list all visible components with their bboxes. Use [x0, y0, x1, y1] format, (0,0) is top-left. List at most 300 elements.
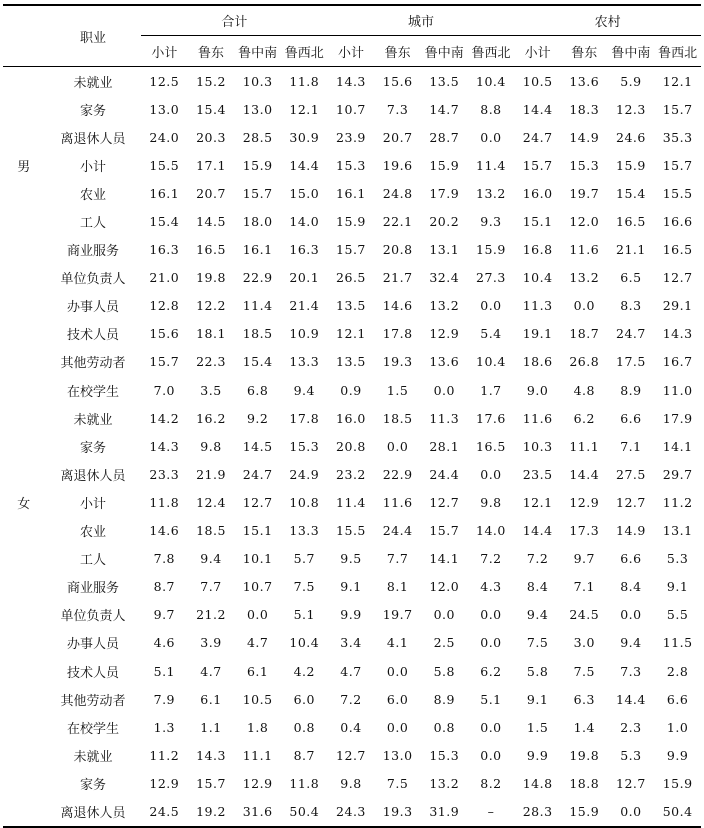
value-cell: 15.9 — [242, 157, 273, 173]
value-cell: 5.1 — [480, 691, 502, 707]
value-cell: 15.7 — [196, 775, 226, 791]
gender-label — [3, 123, 45, 151]
value-cell: 8.7 — [153, 579, 176, 595]
value-cell: 14.2 — [149, 410, 180, 426]
value-cell: 24.7 — [616, 326, 646, 342]
value-cell: 28.7 — [429, 129, 460, 145]
value-cell: 16.5 — [616, 214, 646, 230]
occupation-cell: 技术人员 — [66, 665, 119, 681]
value-cell: 18.5 — [242, 326, 273, 342]
gender-label — [3, 797, 45, 826]
value-cell: 14.4 — [522, 101, 553, 117]
header-gender-blank — [3, 5, 45, 67]
value-cell: 13.1 — [662, 523, 693, 539]
value-cell: 15.7 — [336, 242, 366, 258]
subheader: 小计 — [328, 36, 375, 67]
value-cell: 9.8 — [480, 494, 502, 510]
value-cell: 21.7 — [382, 270, 413, 286]
value-cell: – — [468, 797, 515, 826]
value-cell: 12.9 — [429, 326, 460, 342]
value-cell: 6.6 — [620, 551, 642, 567]
value-cell: 7.0 — [153, 382, 176, 398]
occupation-cell: 工人 — [79, 553, 106, 569]
value-cell: 11.2 — [662, 494, 693, 510]
value-cell: 15.3 — [289, 438, 320, 454]
value-cell: 7.3 — [386, 101, 409, 117]
value-cell: 4.7 — [246, 635, 269, 651]
value-cell: 19.3 — [382, 354, 413, 370]
value-cell: 13.2 — [429, 298, 460, 314]
gender-label — [3, 685, 45, 713]
table-row — [3, 432, 701, 460]
value-cell: 6.5 — [620, 270, 642, 286]
value-cell: 20.7 — [196, 185, 226, 201]
value-cell: 14.4 — [289, 157, 320, 173]
gender-label — [3, 95, 45, 123]
table-row — [3, 348, 701, 376]
value-cell: 6.2 — [573, 410, 595, 426]
value-cell: 9.5 — [340, 551, 362, 567]
value-cell: 15.7 — [242, 185, 273, 201]
value-cell: 12.1 — [662, 73, 693, 89]
value-cell: 0.0 — [386, 663, 409, 679]
header-group-rural: 农村 — [514, 5, 701, 36]
value-cell: 4.7 — [200, 663, 222, 679]
value-cell: 12.9 — [242, 775, 273, 791]
value-cell: 7.9 — [153, 691, 176, 707]
value-cell: 7.5 — [526, 635, 549, 651]
value-cell: 6.1 — [200, 691, 222, 707]
table-row — [3, 236, 701, 264]
subheader: 鲁西北 — [281, 36, 328, 67]
value-cell: 12.1 — [336, 326, 366, 342]
value-cell: 13.3 — [289, 354, 320, 370]
value-cell: 20.1 — [289, 270, 320, 286]
value-cell: 17.3 — [569, 523, 600, 539]
subheader: 小计 — [514, 36, 561, 67]
table-row — [3, 488, 701, 516]
value-cell: 10.3 — [522, 438, 553, 454]
value-cell: 8.4 — [526, 579, 549, 595]
value-cell: 9.4 — [526, 607, 549, 623]
value-cell: 3.9 — [200, 635, 222, 651]
value-cell: 17.1 — [196, 157, 226, 173]
value-cell: 22.1 — [382, 214, 413, 230]
gender-label — [3, 517, 45, 545]
value-cell: 12.7 — [429, 494, 460, 510]
value-cell: 14.4 — [569, 466, 600, 482]
value-cell: 10.1 — [242, 551, 273, 567]
table-row — [3, 573, 701, 601]
subheader: 鲁西北 — [654, 36, 701, 67]
value-cell: 9.1 — [666, 579, 689, 595]
subheader: 鲁东 — [188, 36, 235, 67]
value-cell: 5.7 — [293, 551, 315, 567]
table-row — [3, 769, 701, 797]
value-cell: 6.6 — [620, 410, 642, 426]
value-cell: 30.9 — [289, 129, 320, 145]
value-cell: 5.8 — [433, 663, 455, 679]
value-cell: 15.4 — [616, 185, 646, 201]
value-cell: 7.5 — [386, 775, 409, 791]
table-row — [3, 657, 701, 685]
value-cell: 12.1 — [522, 494, 553, 510]
table-row — [3, 95, 701, 123]
value-cell: 11.3 — [429, 410, 460, 426]
value-cell: 6.6 — [666, 691, 689, 707]
value-cell: 13.2 — [476, 185, 506, 201]
value-cell: 15.7 — [662, 101, 693, 117]
value-cell: 15.6 — [149, 326, 180, 342]
value-cell: 11.1 — [569, 438, 600, 454]
gender-label — [3, 657, 45, 685]
value-cell: 19.2 — [188, 797, 235, 826]
value-cell: 15.3 — [336, 157, 366, 173]
value-cell: 23.2 — [336, 466, 366, 482]
value-cell: 24.4 — [382, 523, 413, 539]
occupation-cell: 办事人员 — [66, 300, 119, 316]
value-cell: 8.1 — [386, 579, 409, 595]
subheader: 鲁中南 — [421, 36, 468, 67]
subheader: 鲁中南 — [608, 36, 655, 67]
value-cell: 14.3 — [149, 438, 180, 454]
value-cell: 0.4 — [340, 719, 362, 735]
gender-label — [3, 236, 45, 264]
value-cell: 1.0 — [666, 719, 689, 735]
value-cell: 17.9 — [662, 410, 693, 426]
value-cell: 31.6 — [234, 797, 281, 826]
value-cell: 16.0 — [522, 185, 553, 201]
value-cell: 35.3 — [662, 129, 693, 145]
gender-label — [3, 320, 45, 348]
value-cell: 22.9 — [382, 466, 413, 482]
value-cell: 28.1 — [429, 438, 460, 454]
value-cell: 3.4 — [340, 635, 362, 651]
header-occupation: 职业 — [45, 5, 141, 67]
value-cell: 20.8 — [382, 242, 413, 258]
value-cell: 17.8 — [382, 326, 413, 342]
value-cell: 5.5 — [666, 607, 689, 623]
value-cell: 0.0 — [433, 382, 455, 398]
value-cell: 9.9 — [666, 747, 689, 763]
value-cell: 11.6 — [382, 494, 413, 510]
value-cell: 23.9 — [336, 129, 366, 145]
value-cell: 9.2 — [246, 410, 269, 426]
value-cell: 23.5 — [522, 466, 553, 482]
gender-label — [3, 769, 45, 797]
value-cell: 24.7 — [242, 466, 273, 482]
value-cell: 24.5 — [569, 607, 600, 623]
value-cell: 0.0 — [480, 607, 502, 623]
value-cell: 7.3 — [620, 663, 642, 679]
gender-label — [3, 629, 45, 657]
value-cell: 0.0 — [246, 607, 269, 623]
value-cell: 15.5 — [662, 185, 693, 201]
value-cell: 27.3 — [476, 270, 506, 286]
gender-label: 男 — [17, 159, 31, 175]
value-cell: 24.3 — [328, 797, 375, 826]
value-cell: 0.0 — [433, 607, 455, 623]
value-cell: 9.3 — [480, 214, 502, 230]
value-cell: 18.1 — [196, 326, 226, 342]
value-cell: 0.0 — [608, 797, 655, 826]
value-cell: 11.4 — [336, 494, 366, 510]
value-cell: 13.5 — [429, 73, 460, 89]
value-cell: 7.1 — [573, 579, 595, 595]
value-cell: 0.8 — [433, 719, 455, 735]
table-row — [3, 741, 701, 769]
table-row — [3, 264, 701, 292]
value-cell: 4.1 — [386, 635, 409, 651]
value-cell: 13.2 — [569, 270, 600, 286]
value-cell: 15.3 — [429, 747, 460, 763]
value-cell: 9.4 — [200, 551, 222, 567]
value-cell: 7.2 — [480, 551, 502, 567]
occupation-cell: 农业 — [79, 525, 106, 541]
value-cell: 7.5 — [293, 579, 315, 595]
value-cell: 24.9 — [289, 466, 320, 482]
value-cell: 29.7 — [662, 466, 693, 482]
value-cell: 12.4 — [196, 494, 226, 510]
value-cell: 21.4 — [289, 298, 320, 314]
gender-label — [3, 404, 45, 432]
value-cell: 0.0 — [573, 298, 595, 314]
table-row — [3, 685, 701, 713]
value-cell: 4.8 — [573, 382, 595, 398]
value-cell: 14.8 — [522, 775, 553, 791]
value-cell: 1.7 — [480, 382, 502, 398]
occupation-cell: 商业服务 — [66, 244, 119, 260]
value-cell: 9.9 — [526, 747, 549, 763]
value-cell: 15.0 — [289, 185, 320, 201]
value-cell: 1.5 — [526, 719, 549, 735]
value-cell: 6.2 — [480, 663, 502, 679]
value-cell: 20.3 — [196, 129, 226, 145]
value-cell: 15.7 — [522, 157, 553, 173]
value-cell: 10.7 — [242, 579, 273, 595]
value-cell: 8.8 — [480, 101, 502, 117]
value-cell: 13.1 — [429, 242, 460, 258]
value-cell: 8.2 — [480, 775, 502, 791]
value-cell: 9.1 — [526, 691, 549, 707]
value-cell: 9.8 — [200, 438, 222, 454]
value-cell: 19.8 — [569, 747, 600, 763]
value-cell: 6.0 — [293, 691, 315, 707]
gender-label — [3, 713, 45, 741]
value-cell: 28.3 — [514, 797, 561, 826]
value-cell: 24.6 — [616, 129, 646, 145]
value-cell: 8.9 — [433, 691, 455, 707]
occupation-cell: 离退休人员 — [60, 468, 126, 484]
value-cell: 11.3 — [522, 298, 553, 314]
value-cell: 20.2 — [429, 214, 460, 230]
value-cell: 15.2 — [196, 73, 226, 89]
value-cell: 22.9 — [242, 270, 273, 286]
value-cell: 2.8 — [666, 663, 689, 679]
value-cell: 17.8 — [289, 410, 320, 426]
gender-label — [3, 545, 45, 573]
table-row — [3, 151, 701, 179]
table-row — [3, 179, 701, 207]
value-cell: 17.9 — [429, 185, 460, 201]
occupation-cell: 在校学生 — [66, 384, 119, 400]
value-cell: 14.6 — [382, 298, 413, 314]
occupation-cell: 未就业 — [73, 412, 113, 428]
occupation-cell: 家务 — [79, 777, 106, 793]
value-cell: 19.7 — [382, 607, 413, 623]
value-cell: 9.4 — [620, 635, 642, 651]
value-cell: 9.0 — [526, 382, 549, 398]
value-cell: 0.0 — [480, 466, 502, 482]
value-cell: 2.5 — [433, 635, 455, 651]
value-cell: 1.3 — [153, 719, 176, 735]
value-cell: 1.4 — [573, 719, 595, 735]
value-cell: 15.4 — [149, 214, 180, 230]
value-cell: 0.0 — [480, 719, 502, 735]
value-cell: 10.4 — [289, 635, 320, 651]
value-cell: 9.8 — [340, 775, 362, 791]
value-cell: 0.8 — [293, 719, 315, 735]
value-cell: 14.7 — [429, 101, 460, 117]
value-cell: 16.7 — [662, 354, 693, 370]
value-cell: 17.5 — [616, 354, 646, 370]
table-header — [3, 5, 701, 67]
value-cell: 12.7 — [336, 747, 366, 763]
value-cell: 2.3 — [620, 719, 642, 735]
value-cell: 14.0 — [289, 214, 320, 230]
value-cell: 29.1 — [662, 298, 693, 314]
value-cell: 9.7 — [573, 551, 595, 567]
value-cell: 24.8 — [382, 185, 413, 201]
value-cell: 21.0 — [149, 270, 180, 286]
value-cell: 4.7 — [340, 663, 362, 679]
value-cell: 12.7 — [616, 494, 646, 510]
table-row — [3, 713, 701, 741]
value-cell: 15.9 — [616, 157, 646, 173]
value-cell: 15.9 — [336, 214, 366, 230]
gender-label: 女 — [17, 496, 31, 512]
value-cell: 15.7 — [662, 157, 693, 173]
value-cell: 15.9 — [429, 157, 460, 173]
value-cell: 11.6 — [522, 410, 553, 426]
occupation-cell: 农业 — [79, 187, 106, 203]
value-cell: 18.6 — [522, 354, 553, 370]
value-cell: 14.6 — [149, 523, 180, 539]
value-cell: 15.5 — [336, 523, 366, 539]
occupation-cell: 小计 — [79, 159, 106, 175]
subheader: 鲁中南 — [234, 36, 281, 67]
gender-label — [3, 741, 45, 769]
table-row — [3, 545, 701, 573]
value-cell: 12.7 — [242, 494, 273, 510]
occupation-cell: 未就业 — [73, 75, 113, 91]
value-cell: 4.6 — [153, 635, 176, 651]
value-cell: 14.5 — [242, 438, 273, 454]
value-cell: 13.0 — [242, 101, 273, 117]
gender-label — [3, 432, 45, 460]
table-body — [3, 67, 701, 827]
value-cell: 9.1 — [340, 579, 362, 595]
value-cell: 3.5 — [200, 382, 222, 398]
value-cell: 10.7 — [336, 101, 366, 117]
value-cell: 19.8 — [196, 270, 226, 286]
value-cell: 13.0 — [382, 747, 413, 763]
occupation-cell: 离退休人员 — [60, 131, 126, 147]
gender-label — [3, 573, 45, 601]
value-cell: 11.5 — [662, 635, 693, 651]
value-cell: 15.1 — [522, 214, 553, 230]
value-cell: 18.0 — [242, 214, 273, 230]
value-cell: 24.7 — [522, 129, 553, 145]
table-row — [3, 67, 701, 96]
occupation-cell: 未就业 — [73, 749, 113, 765]
occupation-cell: 单位负责人 — [60, 609, 126, 625]
value-cell: 21.1 — [616, 242, 646, 258]
table-row — [3, 517, 701, 545]
gender-label — [3, 348, 45, 376]
value-cell: 16.8 — [522, 242, 553, 258]
value-cell: 14.0 — [476, 523, 506, 539]
value-cell: 21.2 — [196, 607, 226, 623]
value-cell: 13.0 — [149, 101, 180, 117]
value-cell: 6.1 — [246, 663, 269, 679]
value-cell: 5.1 — [153, 663, 176, 679]
value-cell: 9.4 — [293, 382, 315, 398]
value-cell: 12.1 — [289, 101, 320, 117]
gender-label — [3, 292, 45, 320]
value-cell: 0.0 — [480, 298, 502, 314]
value-cell: 10.9 — [289, 326, 320, 342]
value-cell: 4.3 — [480, 579, 502, 595]
occupation-cell: 离退休人员 — [45, 797, 141, 826]
value-cell: 16.1 — [336, 185, 366, 201]
value-cell: 16.3 — [289, 242, 320, 258]
table-row — [3, 629, 701, 657]
value-cell: 16.1 — [242, 242, 273, 258]
value-cell: 17.6 — [476, 410, 506, 426]
table-row — [3, 376, 701, 404]
value-cell: 32.4 — [429, 270, 460, 286]
value-cell: 24.4 — [429, 466, 460, 482]
value-cell: 5.8 — [526, 663, 549, 679]
value-cell: 26.5 — [336, 270, 366, 286]
value-cell: 14.3 — [662, 326, 693, 342]
value-cell: 9.9 — [340, 607, 362, 623]
value-cell: 50.4 — [281, 797, 328, 826]
value-cell: 13.6 — [429, 354, 460, 370]
value-cell: 1.1 — [200, 719, 222, 735]
occupation-cell: 商业服务 — [66, 581, 119, 597]
value-cell: 15.7 — [149, 354, 180, 370]
value-cell: 28.5 — [242, 129, 273, 145]
gender-label — [3, 179, 45, 207]
value-cell: 15.5 — [149, 157, 180, 173]
value-cell: 0.0 — [386, 438, 409, 454]
value-cell: 16.0 — [336, 410, 366, 426]
value-cell: 15.7 — [429, 523, 460, 539]
value-cell: 18.5 — [382, 410, 413, 426]
value-cell: 5.1 — [293, 607, 315, 623]
value-cell: 15.4 — [242, 354, 273, 370]
value-cell: 12.0 — [569, 214, 600, 230]
table-row — [3, 207, 701, 235]
value-cell: 21.9 — [196, 466, 226, 482]
value-cell: 12.9 — [149, 775, 180, 791]
value-cell: 19.3 — [374, 797, 421, 826]
occupation-cell: 其他劳动者 — [60, 693, 126, 709]
value-cell: 18.8 — [569, 775, 600, 791]
value-cell: 13.3 — [289, 523, 320, 539]
